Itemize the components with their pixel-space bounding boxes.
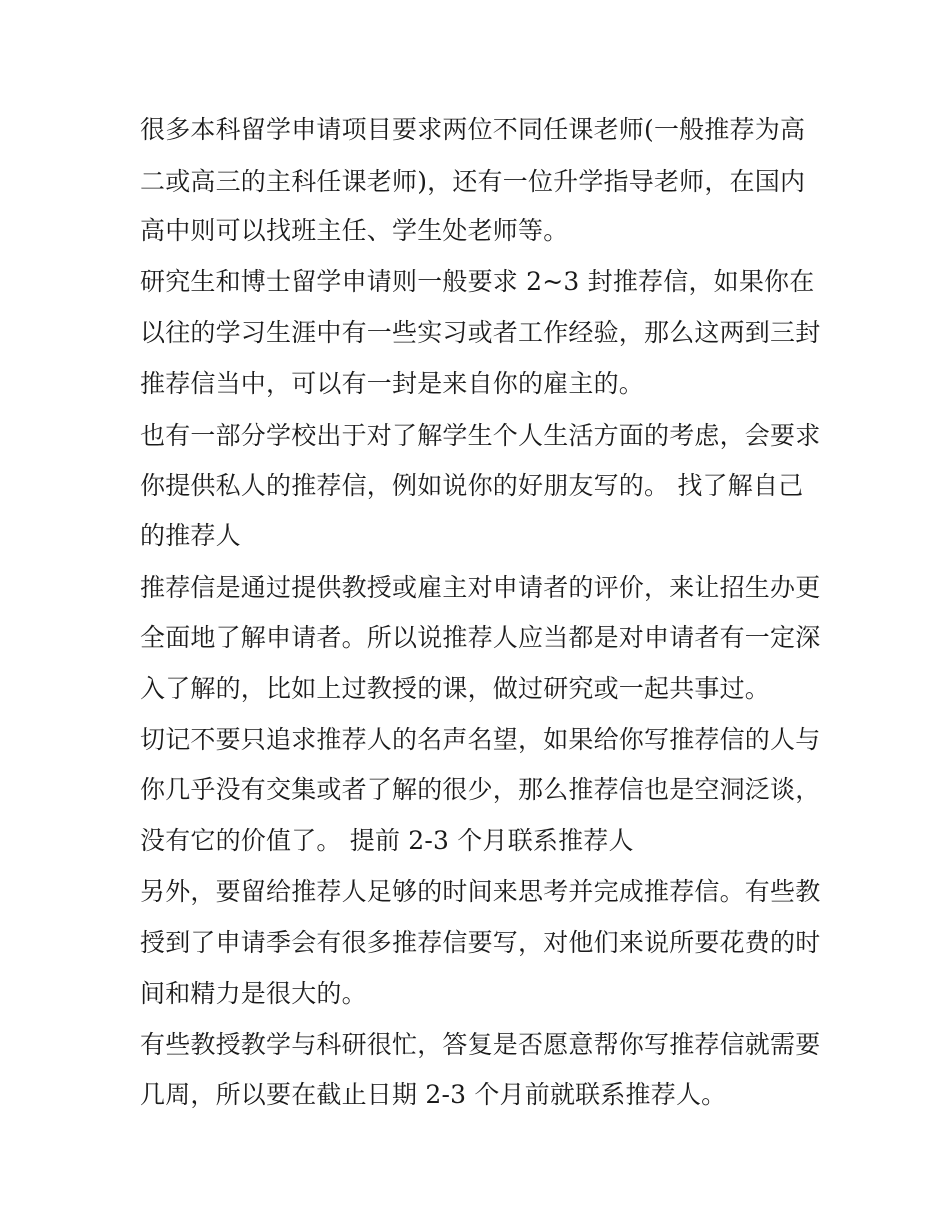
text-line: 间和精力是很大的。 [140, 979, 367, 1008]
text-line: 没有它的价值了。 提前 2-3 个月联系推荐人 [140, 826, 634, 855]
text-line: 很多本科留学申请项目要求两位不同任课老师(一般推荐为高 [140, 115, 806, 144]
text-line: 你提供私人的推荐信，例如说你的好朋友写的。 找了解自己 [140, 471, 804, 500]
text-line: 有些教授教学与科研很忙，答复是否愿意帮你写推荐信就需要 [140, 1030, 821, 1059]
text-line: 入了解的，比如上过教授的课，做过研究或一起共事过。 [140, 674, 771, 703]
text-line: 推荐信当中，可以有一封是来自你的雇主的。 [140, 369, 645, 398]
text-line: 推荐信是通过提供教授或雇主对申请者的评价，来让招生办更 [140, 573, 821, 602]
text-line: 高中则可以找班主任、学生处老师等。 [140, 216, 569, 245]
text-line: 的推荐人 [140, 521, 241, 550]
text-line: 研究生和博士留学申请则一般要求 2~3 封推荐信，如果你在 [140, 267, 815, 296]
text-line: 另外，要留给推荐人足够的时间来思考并完成推荐信。有些教 [140, 877, 821, 906]
text-line: 你几乎没有交集或者了解的很少，那么推荐信也是空洞泛谈， [140, 775, 821, 804]
text-line: 全面地了解申请者。所以说推荐人应当都是对申请者有一定深 [140, 623, 821, 652]
text-line: 以往的学习生涯中有一些实习或者工作经验，那么这两到三封 [140, 318, 821, 347]
text-line: 也有一部分学校出于对了解学生个人生活方面的考虑，会要求 [140, 421, 821, 450]
text-line: 几周，所以要在截止日期 2-3 个月前就联系推荐人。 [140, 1080, 727, 1109]
text-line: 二或高三的主科任课老师)，还有一位升学指导老师，在国内 [140, 167, 806, 196]
text-line: 授到了申请季会有很多推荐信要写，对他们来说所要花费的时 [140, 928, 821, 957]
text-line: 切记不要只追求推荐人的名声名望，如果给你写推荐信的人与 [140, 725, 821, 754]
